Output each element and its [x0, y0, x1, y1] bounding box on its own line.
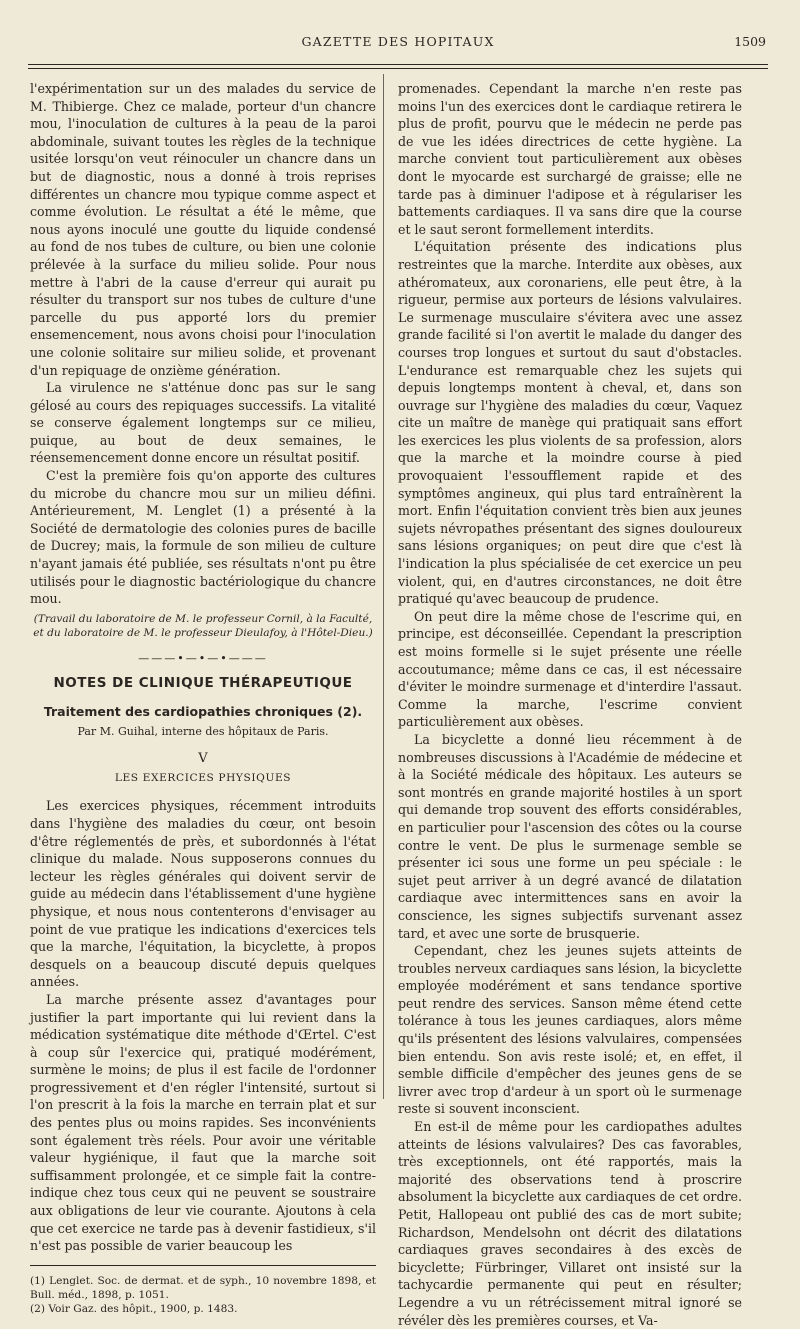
paragraph: On peut dire la même chose de l'escrime qui, en principe, est déconseillée. Cependant la prescription est moins formelle si le sujet présente une réelle accoutumance; même dans ce cas, il est nécessaire d'éviter le moindre surmenage et d'interdire l'assaut. Comme la marche, l'escrime convient particulièrement aux obèses.: [398, 608, 742, 730]
attribution-line: et du laboratoire de M. le professeur Dieulafoy, à l'Hôtel-Dieu.): [33, 626, 373, 639]
paragraph: C'est la première fois qu'on apporte des cultures du microbe du chancre mou sur un milieu défini. Antérieurement, M. Lenglet (1) a présenté à la Société de dermatologie des colonies pures de bacille de Ducrey; mais, la formule de son milieu de culture n'ayant jamais été publiée, ses résultats n'ont pu être utilisés pour le diagnostic bactériologique du chancre mou.: [30, 468, 376, 607]
header-rule-thin: [28, 68, 768, 69]
paragraph: promenades. Cependant la marche n'en reste pas moins l'un des exercices dont le cardiaque retirera le plus de profit, pourvu que le médecin ne perde pas de vue les idées directrices de cette hygiène. La marche convient tout particulièrement aux obèses dont le myocarde est surchargé de graisse; elle ne tarde pas à diminuer l'adipose et à régulariser les battements cardiaques. Il va sans dire que la course et le saut seront formellement interdits.: [398, 81, 742, 237]
footnote: (1) Lenglet. Soc. de dermat. et de syph., 10 novembre 1898, et Bull. méd., 1898, p. 1051.: [30, 1274, 376, 1301]
paragraph: La marche présente assez d'avantages pour justifier la part importante qui lui revient dans la médication systématique dite méthode d'Œrtel. C'est à coup sûr l'exercice qui, pratiqué modérément, surmène le moins; de plus il est facile de l'ordonner progressivement et d'en régler l'intensité, surtout si l'on prescrit à la fois la marche en terrain plat et sur des pentes plus ou moins rapides. Ses inconvénients sont également très réels. Pour avoir une véritable valeur hygiénique, il faut que la marche soit suffisamment prolongée, et ce simple fait la contre-indique chez tous ceux qui ne peuvent se soustraire aux obligations de leur vie courante. Ajoutons à cela que cet exercice ne tarde pas à devenir fastidieux, s'il n'est pas possible de varier beaucoup les: [30, 991, 376, 1254]
ornament-divider: ———•—•—•———: [138, 651, 268, 665]
paragraph: En est-il de même pour les cardiopathes adultes atteints de lésions valvulaires? Des cas favorables, très exceptionnels, ont été rapportés, mais la majorité des observations tend à proscrire absolument la bicyclette aux cardiaques de cet ordre. Petit, Hallopeau ont publié des cas de mort subite; Richardson, Mendelsohn ont décrit des dilatations cardiaques graves secondaires à des excès de bicyclette; Fürbringer, Villaret ont insisté sur la tachycardie permanente qui peut en résulter; Legendre a vu un rétrécissement mitral ignoré se révéler dès les premières courses, et Va-: [398, 1119, 742, 1328]
running-head: GAZETTE DES HOPITAUX: [301, 34, 495, 49]
header-rule: [28, 64, 768, 65]
paragraph: Les exercices physiques, récemment introduits dans l'hygiène des maladies du cœur, ont besoin d'être réglementés de près, et subordonnés à l'état clinique du malade. Nous supposerons connues du lecteur les règles générales qui doivent servir de guide au médecin dans l'établissement d'une hygiène physique, et nous nous contenterons d'envisager au point de vue pratique les indications d'exercices tels que la marche, l'équitation, la bicyclette, à propos desquels on a beaucoup discuté depuis quelques années.: [30, 798, 376, 990]
article-title: Traitement des cardiopathies chroniques (2).: [43, 704, 363, 719]
footnote: (2) Voir Gaz. des hôpit., 1900, p. 1483.: [30, 1302, 238, 1315]
attribution-line: (Travail du laboratoire de M. le professeur Cornil, à la Faculté,: [33, 612, 373, 625]
column-divider: [383, 74, 384, 1099]
paragraph: La bicyclette a donné lieu récemment à de nombreuses discussions à l'Académie de médecine et à la Société médicale des hôpitaux. Les auteurs se sont montrés en grande majorité hostiles à un sport qui demande trop souvent des efforts considérables, en particulier pour l'ascension des côtes ou la course contre le vent. De plus le surmenage semble se présenter ici sous une forme un peu spéciale : le sujet peut arriver à un degré avancé de dilatation cardiaque avec intermittences sans en avoir la conscience, les signes subjectifs survenant assez tard, et avec une sorte de brusquerie.: [398, 731, 742, 941]
page-number: 1509: [734, 34, 766, 49]
paragraph: L'équitation présente des indications plus restreintes que la marche. Interdite aux obèses, aux athéromateux, aux coronariens, elle peut être, à la rigueur, permise aux porteurs de lésions valvulaires. Le surmenage musculaire s'évitera avec une assez grande facilité si l'on avertit le malade du danger des courses trop longues et surtout du saut d'obstacles. L'endurance est remarquable chez les sujets qui depuis longtemps montent à cheval, et, dans son ouvrage sur l'hygiène des maladies du cœur, Vaquez cite un maître de manège qui pratiquait sans effort les exercices les plus violents de sa profession, alors que la marche et la moindre course à pied provoquaient l'essoufflement rapide et des symptômes angineux, qui plus tard entraînèrent la mort. Enfin l'équitation convient très bien aux jeunes sujets névropathes présentant des signes douloureux sans lésions organiques; on peut dire que c'est là l'indication la plus spécialisée de cet exercice un peu violent, qui, en d'autres circonstances, ne doit être pratiqué qu'avec beaucoup de prudence.: [398, 239, 742, 607]
paragraph: La virulence ne s'atténue donc pas sur le sang gélosé au cours des repiquages successifs. La vitalité se conserve également longtemps sur ce milieu, puique, au bout de deux semaines, le réensemencement donne encore un résultat positif.: [30, 380, 376, 466]
left-column: [30, 80, 376, 1316]
paragraph: Cependant, chez les jeunes sujets atteints de troubles nerveux cardiaques sans lésion, la bicyclette employée modérément et sans tendance sportive peut rendre des services. Sanson même étend cette tolérance à tous les jeunes cardiaques, alors même qu'ils présentent des lésions valvulaires, compensées bien entendu. Son avis reste isolé; et, en effet, il semble difficile d'empêcher des jeunes gens de se livrer avec trop d'ardeur à un sport où le surmenage reste si souvent inconscient.: [398, 943, 742, 1117]
attribution: [30, 612, 376, 640]
paragraph: l'expérimentation sur un des malades du service de M. Thibierge. Chez ce malade, porteur d'un chancre mou, l'inoculation de cultures à la peau de la paroi abdominale, suivant toutes les règles de la technique usitée lorsqu'on veut réinoculer un chancre dans un but de diagnostic, nous a donné à trois reprises différentes un chancre mou typique comme aspect et comme évolution. Le résultat a été le même, que nous ayons inoculé une goutte du liquide condensé au fond de nos tubes de culture, ou bien une colonie prélevée à la surface du milieu solide. Pour nous mettre à l'abri de la cause d'erreur qui aurait pu résulter du transport sur nos tubes de culture d'une parcelle du pus apporté lors du premier ensemencement, nous avons choisi pour l'inoculation une colonie solitaire sur milieu solide, et provenant d'un repiquage de onzième génération.: [30, 81, 376, 378]
right-column: [398, 80, 742, 1329]
part-number: V: [198, 751, 208, 767]
section-title: NOTES DE CLINIQUE THÉRAPEUTIQUE: [53, 675, 353, 692]
byline: Par M. Guihal, interne des hôpitaux de Paris.: [77, 724, 329, 738]
part-title: LES EXERCICES PHYSIQUES: [114, 771, 292, 784]
footnote-rule: [30, 1265, 376, 1266]
